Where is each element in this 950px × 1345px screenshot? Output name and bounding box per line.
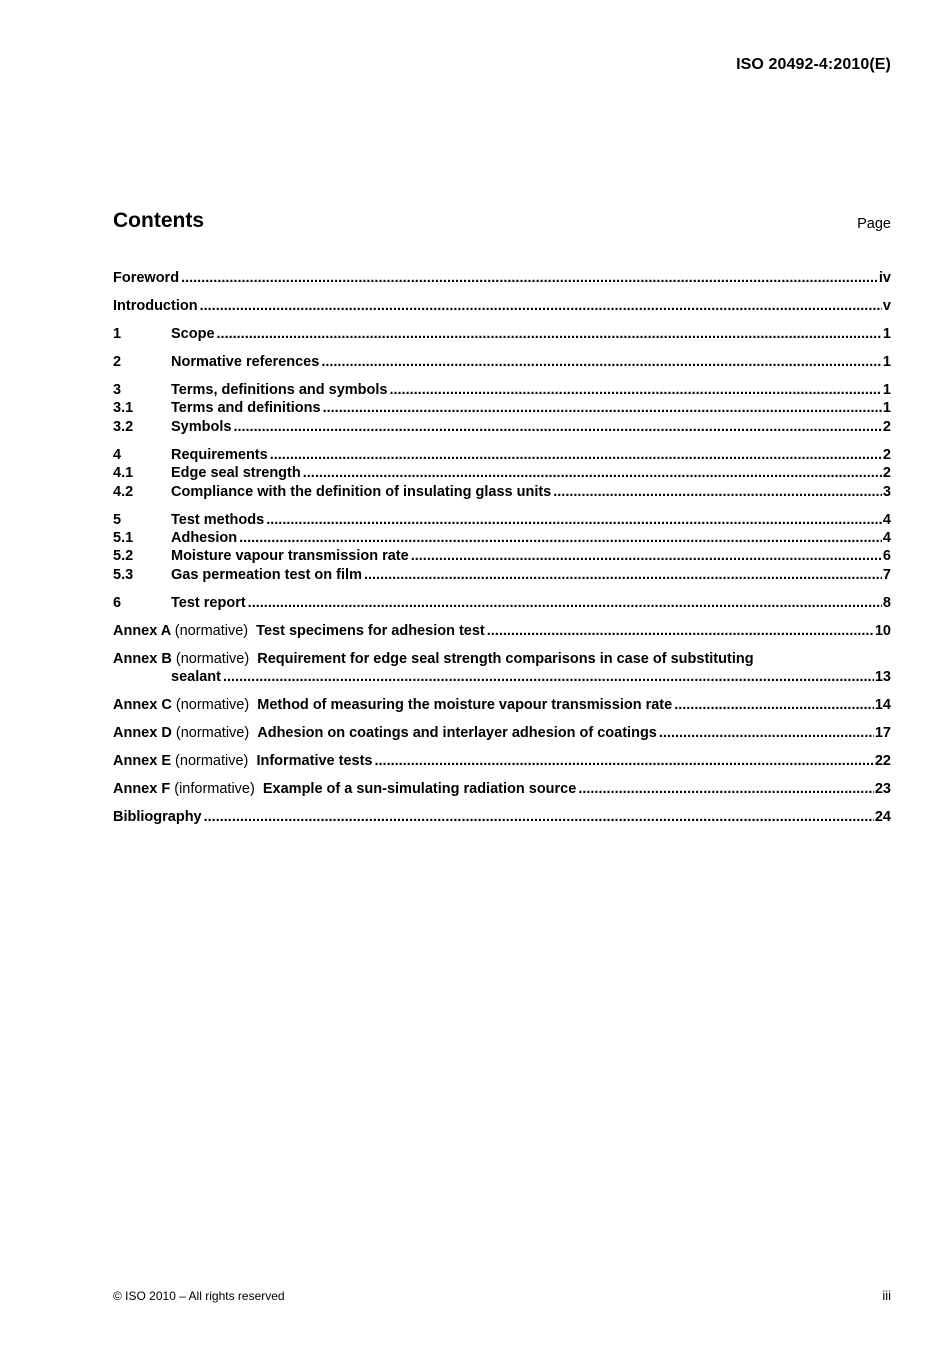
annex-type: (informative) (174, 781, 255, 798)
toc-entry-foreword[interactable] (113, 269, 891, 287)
toc-page: 24 (874, 809, 891, 826)
toc-number: 2 (113, 354, 122, 370)
toc-title: Introduction (113, 298, 198, 314)
annex-label: Annex F (113, 781, 171, 798)
toc-entry-annex-f[interactable] (113, 780, 891, 798)
annex-label: Annex B (113, 650, 172, 667)
toc-entry-3-2[interactable] (113, 418, 891, 436)
toc-entry-2[interactable] (113, 353, 891, 371)
toc-entry-bibliography[interactable] (113, 808, 891, 826)
leader-dots (223, 668, 874, 686)
toc-page: 7 (882, 566, 891, 583)
toc-entry-annex-c[interactable] (113, 696, 891, 714)
leader-dots (411, 547, 882, 565)
toc-title: Example of a sun-simulating radiation source (262, 781, 577, 798)
leader-dots (181, 269, 878, 287)
leader-dots (204, 808, 874, 826)
toc-entry-annex-d[interactable] (113, 724, 891, 742)
toc-number: 3 (113, 382, 122, 398)
toc-page: v (882, 298, 891, 314)
leader-dots (239, 529, 882, 547)
copyright-notice: © ISO 2010 – All rights reserved (113, 1289, 285, 1303)
leader-dots (217, 325, 882, 343)
toc-title: Normative references (171, 354, 320, 370)
page-column-label: Page (857, 216, 891, 232)
leader-dots (389, 381, 881, 399)
toc-title-continuation: sealant (171, 669, 221, 686)
annex-label: Annex A (113, 622, 171, 639)
toc-title: Compliance with the definition of insulating glass units (171, 483, 552, 500)
toc-title: Symbols (171, 418, 232, 435)
toc-title: Test specimens for adhesion test (256, 622, 485, 639)
toc-number: 5 (113, 511, 122, 528)
annex-type: (normative) (174, 622, 249, 639)
toc-page: 1 (882, 354, 891, 370)
toc-page: 4 (882, 511, 891, 528)
toc-page: 1 (882, 400, 891, 417)
annex-label: Annex E (113, 753, 172, 770)
toc-entry-introduction[interactable] (113, 297, 891, 315)
toc-title: Requirement for edge seal strength comparisons in case of substituting (257, 650, 754, 667)
toc-entry-5-2[interactable] (113, 547, 891, 565)
toc-entry-5-1[interactable] (113, 529, 891, 547)
leader-dots (323, 399, 882, 417)
toc-page: 13 (874, 669, 891, 686)
toc-entry-4-1[interactable] (113, 464, 891, 482)
toc-number: 4.2 (113, 483, 134, 500)
toc-entry-5-3[interactable] (113, 566, 891, 584)
toc-page: 22 (874, 753, 891, 770)
toc-title: Edge seal strength (171, 465, 301, 482)
toc-page: 23 (874, 781, 891, 798)
toc-title: Terms, definitions and symbols (171, 382, 388, 398)
toc-entry-annex-b-continuation[interactable] (113, 668, 891, 686)
annex-label: Annex D (113, 725, 172, 742)
toc-number: 5.1 (113, 530, 134, 547)
leader-dots (553, 483, 882, 501)
toc-entry-annex-e[interactable] (113, 752, 891, 770)
leader-dots (200, 297, 882, 315)
toc-page: 14 (874, 697, 891, 714)
toc-page: 2 (882, 418, 891, 435)
toc-number: 1 (113, 326, 122, 342)
contents-heading: Contents (113, 209, 204, 232)
toc-entry-annex-a[interactable] (113, 622, 891, 640)
leader-dots (248, 594, 882, 612)
leader-dots (674, 696, 874, 714)
toc-entry-4-2[interactable] (113, 483, 891, 501)
table-of-contents (113, 269, 891, 827)
toc-number: 4 (113, 446, 122, 463)
toc-number: 6 (113, 594, 122, 611)
toc-title: Informative tests (256, 753, 373, 770)
toc-page: 6 (882, 548, 891, 565)
annex-label: Annex C (113, 697, 172, 714)
toc-title: Test report (171, 594, 246, 611)
toc-number: 4.1 (113, 465, 134, 482)
leader-dots (266, 511, 882, 529)
toc-title: Terms and definitions (171, 400, 321, 417)
leader-dots (270, 446, 882, 464)
toc-title: Foreword (113, 270, 180, 286)
toc-entry-1[interactable] (113, 325, 891, 343)
toc-number: 3.2 (113, 418, 134, 435)
toc-title: Scope (171, 326, 215, 342)
toc-number: 3.1 (113, 400, 134, 417)
toc-title: Adhesion on coatings and interlayer adhesion of coatings (257, 725, 657, 742)
leader-dots (659, 724, 874, 742)
toc-page: 3 (882, 483, 891, 500)
toc-title: Gas permeation test on film (171, 566, 362, 583)
toc-page: 4 (882, 530, 891, 547)
toc-page: 2 (882, 446, 891, 463)
toc-entry-annex-b[interactable] (113, 650, 891, 668)
leader-dots (321, 353, 882, 371)
toc-entry-4[interactable] (113, 446, 891, 464)
toc-title: Test methods (171, 511, 265, 528)
toc-entry-6[interactable] (113, 594, 891, 612)
toc-entry-5[interactable] (113, 511, 891, 529)
document-id: ISO 20492-4:2010(E) (736, 56, 891, 73)
toc-page: 17 (874, 725, 891, 742)
leader-dots (578, 780, 874, 798)
page-number: iii (882, 1288, 891, 1303)
toc-entry-3[interactable] (113, 381, 891, 399)
toc-title: Requirements (171, 446, 268, 463)
leader-dots (233, 418, 881, 436)
leader-dots (303, 464, 882, 482)
leader-dots (364, 566, 882, 584)
toc-page: 10 (874, 622, 891, 639)
annex-type: (normative) (175, 753, 249, 770)
annex-type: (normative) (175, 697, 250, 714)
annex-type: (normative) (175, 725, 250, 742)
toc-title: Method of measuring the moisture vapour transmission rate (257, 697, 673, 714)
toc-page: 8 (882, 594, 891, 611)
toc-number: 5.3 (113, 566, 134, 583)
toc-page: 2 (882, 465, 891, 482)
leader-dots (374, 752, 873, 770)
toc-entry-3-1[interactable] (113, 399, 891, 417)
toc-page: 1 (882, 326, 891, 342)
annex-type: (normative) (175, 650, 250, 667)
toc-title: Moisture vapour transmission rate (171, 548, 409, 565)
toc-number: 5.2 (113, 548, 134, 565)
leader-dots (487, 622, 874, 640)
toc-page: iv (878, 270, 891, 286)
toc-title: Bibliography (113, 809, 202, 826)
toc-page: 1 (882, 382, 891, 398)
toc-title: Adhesion (171, 530, 238, 547)
